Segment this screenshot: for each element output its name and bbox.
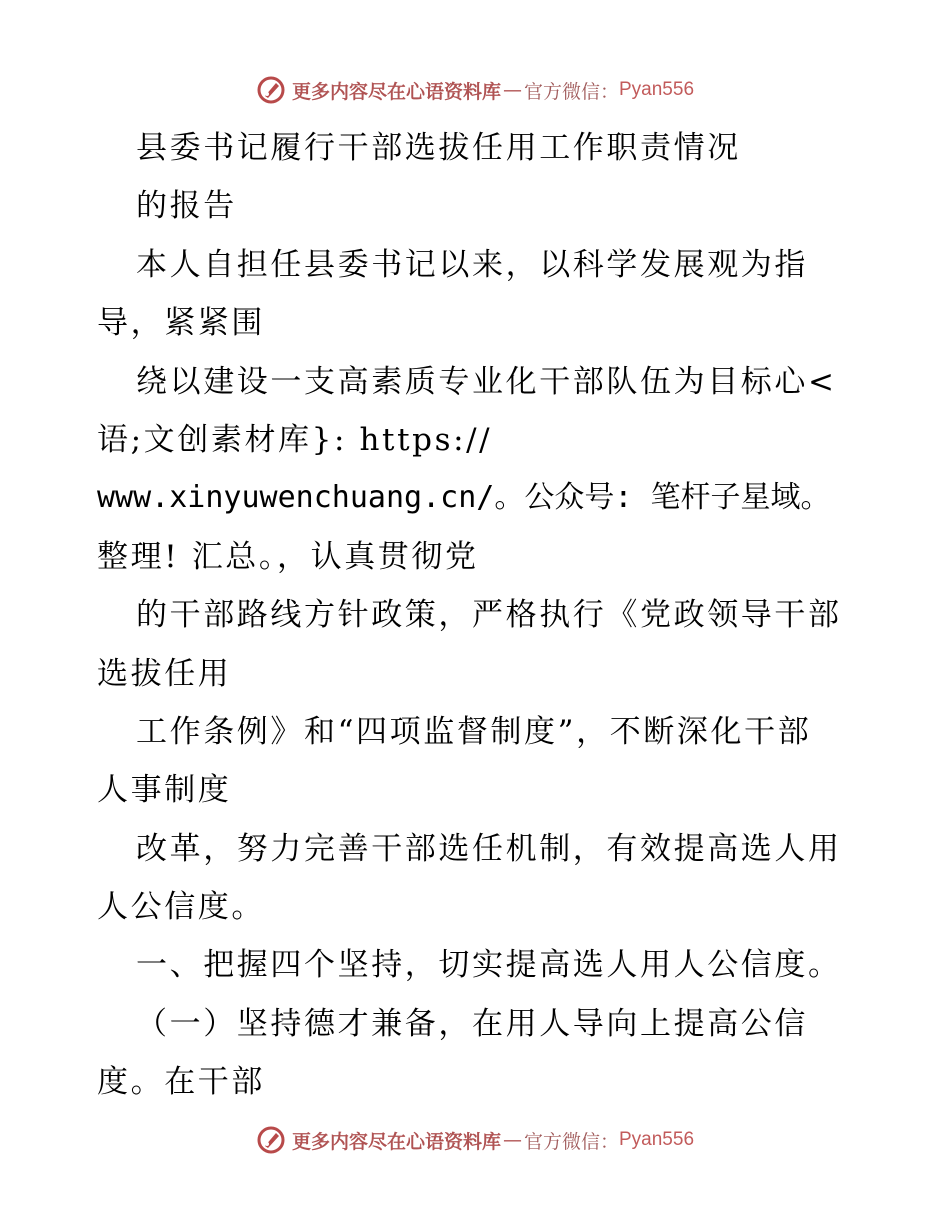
document-body (97, 119, 857, 1112)
pen-seal-logo-icon (256, 1125, 286, 1155)
pen-seal-logo-icon (256, 75, 286, 105)
watermark-brand: 更多内容尽在心语资料库 (291, 1130, 501, 1153)
paragraph-line: 整理! 汇总。，认真贯彻党 (97, 538, 479, 575)
watermark-brand: 更多内容尽在心语资料库 (291, 80, 501, 103)
paragraph-line: 工作条例》和“四项监督制度”，不断深化干部 (136, 713, 812, 750)
title-line-1: 县委书记履行干部选拔任用工作职责情况 (136, 130, 741, 166)
title-line-2: 的报告 (136, 188, 237, 225)
watermark-label: 官方微信： (523, 80, 619, 103)
watermark-dash: — (502, 1129, 522, 1151)
watermark-account: Pyan556 (619, 1129, 695, 1150)
paragraph-line: 人事制度 (97, 772, 232, 809)
footer-watermark (0, 1120, 950, 1160)
header-watermark (0, 70, 950, 110)
paragraph-line: 本人自担任县委书记以来，以科学发展观为指 (136, 246, 808, 283)
paragraph-line: 度。在干部 (97, 1064, 265, 1101)
paragraph-line: 导，紧紧围 (97, 305, 265, 342)
paragraph-line: 选拔任用 (97, 655, 232, 692)
watermark-label: 官方微信： (523, 1130, 619, 1153)
paragraph-line: 改革，努力完善干部选任机制，有效提高选人用 (136, 830, 842, 867)
paragraph-line: 的干部路线方针政策，严格执行《党政领导干部 (136, 597, 842, 634)
subsection-heading: （一）坚持德才兼备，在用人导向上提高公信 (136, 1005, 808, 1042)
url-line: www.xinyuwenchuang.cn/。公众号: 笔杆子星域。 (97, 480, 831, 516)
section-heading: 一、把握四个坚持，切实提高选人用人公信度。 (136, 947, 842, 984)
watermark-account: Pyan556 (619, 79, 695, 100)
paragraph-line: 人公信度。 (97, 889, 265, 926)
watermark-dash: — (502, 79, 522, 101)
paragraph-line: 绕以建设一支高素质专业化干部队伍为目标心< (136, 363, 837, 400)
paragraph-line: 语;文创素材库}: https:// (97, 421, 493, 458)
